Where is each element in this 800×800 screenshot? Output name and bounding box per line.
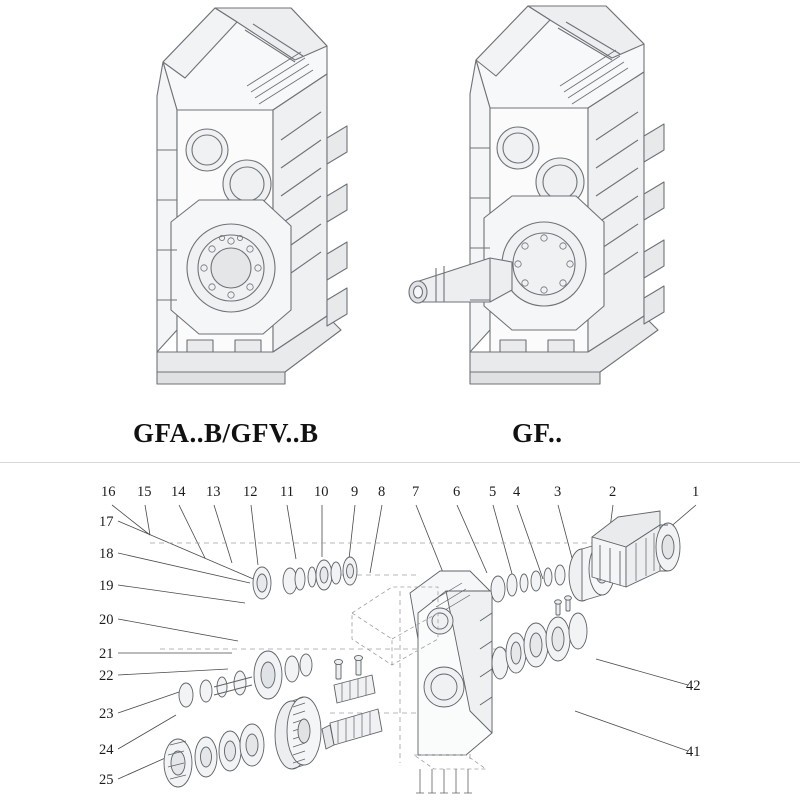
- callout-5: 5: [489, 484, 497, 500]
- gearbox-drawing-gf: [400, 0, 720, 410]
- callout-18: 18: [99, 546, 114, 562]
- callout-13: 13: [206, 484, 221, 500]
- callout-7: 7: [412, 484, 420, 500]
- callout-19: 19: [99, 578, 114, 594]
- callout-6: 6: [453, 484, 461, 500]
- callout-11: 11: [280, 484, 294, 500]
- callout-2: 2: [609, 484, 617, 500]
- callout-42: 42: [686, 678, 701, 694]
- callout-8: 8: [378, 484, 386, 500]
- callout-23: 23: [99, 706, 114, 722]
- caption-gf: GF..: [512, 418, 563, 448]
- callout-25: 25: [99, 772, 114, 788]
- callout-9: 9: [351, 484, 359, 500]
- callout-10: 10: [314, 484, 329, 500]
- callout-41: 41: [686, 744, 701, 760]
- caption-gfab-gfvb: GFA..B/GFV..B: [133, 418, 319, 448]
- callout-4: 4: [513, 484, 521, 500]
- exploded-diagram-section: [0, 463, 800, 800]
- gearbox-drawing-gfab: [95, 0, 395, 410]
- callout-24: 24: [99, 742, 114, 758]
- exploded-diagram-svg: [0, 463, 800, 800]
- callout-12: 12: [243, 484, 258, 500]
- callout-1: 1: [692, 484, 700, 500]
- callout-20: 20: [99, 612, 114, 628]
- callout-15: 15: [137, 484, 152, 500]
- callout-21: 21: [99, 646, 114, 662]
- callout-3: 3: [554, 484, 562, 500]
- callout-16: 16: [101, 484, 116, 500]
- callout-17: 17: [99, 514, 114, 530]
- callout-14: 14: [171, 484, 186, 500]
- callout-22: 22: [99, 668, 114, 684]
